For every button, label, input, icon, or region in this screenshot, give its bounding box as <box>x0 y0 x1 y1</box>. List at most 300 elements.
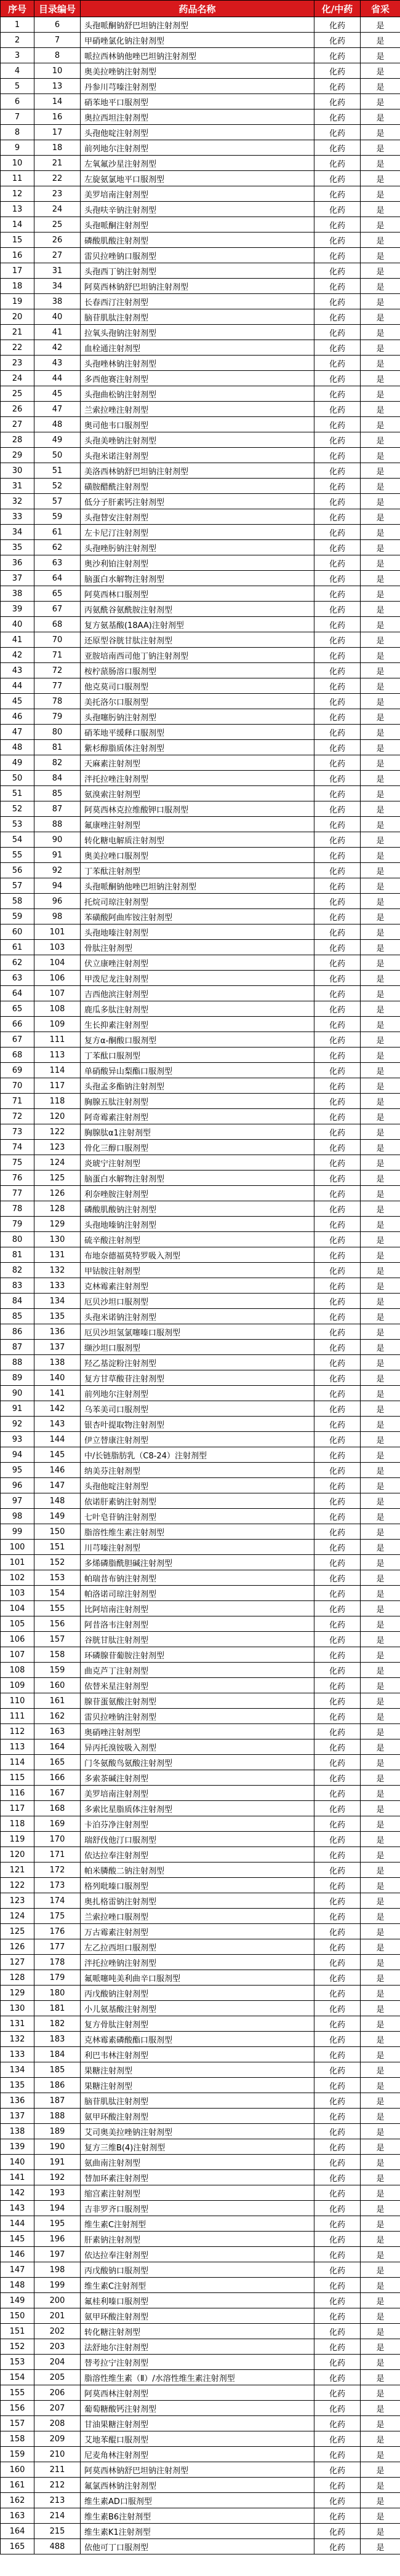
cell-seq: 54 <box>1 832 34 848</box>
cell-catalog-no: 132 <box>34 1263 81 1278</box>
table-row <box>1 602 400 617</box>
cell-seq: 155 <box>1 2385 34 2401</box>
cell-drug-name: 单硝酸异山梨酯口服剂型 <box>81 1063 314 1078</box>
cell-catalog-no: 138 <box>34 1355 81 1370</box>
cell-drug-name: 低分子肝素钙注射剂型 <box>81 494 314 509</box>
cell-provincial: 是 <box>361 2508 400 2524</box>
table-row <box>1 1478 400 1493</box>
cell-seq: 137 <box>1 2109 34 2124</box>
table-row <box>1 955 400 971</box>
cell-catalog-no: 145 <box>34 1447 81 1463</box>
cell-provincial: 是 <box>361 955 400 971</box>
cell-drug-name: 雷贝拉唑钠口服剂型 <box>81 248 314 263</box>
cell-drug-type: 化药 <box>314 2093 361 2109</box>
table-row <box>1 1632 400 1647</box>
cell-drug-type: 化药 <box>314 2232 361 2247</box>
cell-seq: 115 <box>1 1770 34 1786</box>
table-row <box>1 1447 400 1463</box>
cell-provincial: 是 <box>361 863 400 878</box>
cell-drug-name: 左氧氟沙星注射剂型 <box>81 156 314 171</box>
cell-drug-name: 头孢唑林钠注射剂型 <box>81 356 314 371</box>
cell-catalog-no: 21 <box>34 156 81 171</box>
cell-provincial: 是 <box>361 1493 400 1509</box>
cell-seq: 25 <box>1 386 34 402</box>
cell-drug-type: 化药 <box>314 109 361 125</box>
cell-seq: 72 <box>1 1109 34 1124</box>
cell-drug-name: 苯磺酸阿曲库铵注射剂型 <box>81 909 314 924</box>
cell-catalog-no: 140 <box>34 1370 81 1386</box>
cell-catalog-no: 151 <box>34 1540 81 1555</box>
cell-provincial: 是 <box>361 309 400 325</box>
cell-drug-type: 化药 <box>314 2308 361 2324</box>
cell-drug-name: 维生素K1注射剂型 <box>81 2524 314 2539</box>
cell-catalog-no: 215 <box>34 2524 81 2539</box>
cell-drug-type: 化药 <box>314 1340 361 1355</box>
cell-drug-type: 化药 <box>314 2447 361 2462</box>
cell-provincial: 是 <box>361 586 400 602</box>
cell-catalog-no: 178 <box>34 1955 81 1970</box>
cell-catalog-no: 71 <box>34 648 81 663</box>
cell-catalog-no: 184 <box>34 2047 81 2062</box>
cell-provincial: 是 <box>361 171 400 186</box>
cell-drug-name: 维生素C注射剂型 <box>81 2216 314 2232</box>
table-row <box>1 1847 400 1862</box>
cell-provincial: 是 <box>361 894 400 909</box>
cell-catalog-no: 130 <box>34 1232 81 1247</box>
cell-seq: 148 <box>1 2278 34 2293</box>
cell-drug-name: 头孢呋辛钠注射剂型 <box>81 202 314 217</box>
cell-drug-name: 丙戊酸钠注射剂型 <box>81 1986 314 2001</box>
table-row <box>1 371 400 386</box>
cell-catalog-no: 50 <box>34 448 81 463</box>
cell-seq: 35 <box>1 540 34 555</box>
cell-drug-type: 化药 <box>314 2385 361 2401</box>
cell-drug-type: 化药 <box>314 2478 361 2493</box>
cell-drug-name: 紫杉醇脂质体注射剂型 <box>81 740 314 755</box>
cell-catalog-no: 114 <box>34 1063 81 1078</box>
cell-seq: 109 <box>1 1678 34 1693</box>
cell-seq: 116 <box>1 1786 34 1801</box>
cell-seq: 10 <box>1 156 34 171</box>
cell-catalog-no: 161 <box>34 1693 81 1709</box>
cell-seq: 113 <box>1 1739 34 1755</box>
cell-drug-name: 氨甲环酸注射剂型 <box>81 2308 314 2324</box>
cell-drug-type: 化药 <box>314 1739 361 1755</box>
cell-catalog-no: 206 <box>34 2385 81 2401</box>
cell-drug-name: 头孢米诺钠注射剂型 <box>81 1309 314 1324</box>
cell-seq: 62 <box>1 955 34 971</box>
table-row <box>1 1770 400 1786</box>
cell-drug-type: 化药 <box>314 1278 361 1294</box>
cell-catalog-no: 51 <box>34 463 81 479</box>
cell-provincial: 是 <box>361 1770 400 1786</box>
cell-provincial: 是 <box>361 1032 400 1047</box>
cell-drug-name: 乌苯美司口服剂型 <box>81 1401 314 1417</box>
cell-seq: 154 <box>1 2370 34 2385</box>
cell-provincial: 是 <box>361 1970 400 1986</box>
cell-drug-name: 硫辛酸注射剂型 <box>81 1232 314 1247</box>
table-row <box>1 2385 400 2401</box>
cell-catalog-no: 92 <box>34 863 81 878</box>
cell-drug-type: 化药 <box>314 740 361 755</box>
cell-seq: 67 <box>1 1032 34 1047</box>
table-row <box>1 294 400 309</box>
cell-provincial: 是 <box>361 494 400 509</box>
cell-drug-name: 头孢地嗪钠注射剂型 <box>81 1217 314 1232</box>
cell-drug-name: 果糖注射剂型 <box>81 2078 314 2093</box>
cell-catalog-no: 31 <box>34 263 81 279</box>
cell-provincial: 是 <box>361 571 400 586</box>
table-row <box>1 386 400 402</box>
cell-catalog-no: 150 <box>34 1524 81 1540</box>
cell-provincial: 是 <box>361 2493 400 2508</box>
cell-seq: 123 <box>1 1893 34 1909</box>
cell-provincial: 是 <box>361 1124 400 1140</box>
table-row <box>1 940 400 955</box>
cell-catalog-no: 125 <box>34 1171 81 1186</box>
table-row <box>1 1909 400 1924</box>
cell-seq: 47 <box>1 725 34 740</box>
cell-seq: 150 <box>1 2308 34 2324</box>
cell-provincial: 是 <box>361 663 400 678</box>
cell-drug-name: 硝苯地平口服剂型 <box>81 94 314 109</box>
cell-drug-type: 化药 <box>314 356 361 371</box>
cell-drug-name: 纳美芬注射剂型 <box>81 1463 314 1478</box>
cell-seq: 103 <box>1 1586 34 1601</box>
header-catalog-no: 目录编号 <box>34 1 81 17</box>
cell-seq: 83 <box>1 1278 34 1294</box>
cell-seq: 146 <box>1 2247 34 2262</box>
cell-drug-type: 化药 <box>314 924 361 940</box>
cell-catalog-no: 488 <box>34 2539 81 2554</box>
cell-seq: 48 <box>1 740 34 755</box>
cell-catalog-no: 18 <box>34 140 81 156</box>
cell-provincial: 是 <box>361 1693 400 1709</box>
table-row <box>1 617 400 632</box>
cell-provincial: 是 <box>361 694 400 709</box>
cell-drug-name: 替加环素注射剂型 <box>81 2170 314 2185</box>
cell-seq: 33 <box>1 509 34 525</box>
cell-provincial: 是 <box>361 848 400 863</box>
cell-provincial: 是 <box>361 1724 400 1739</box>
cell-catalog-no: 98 <box>34 909 81 924</box>
table-row <box>1 817 400 832</box>
cell-catalog-no: 147 <box>34 1478 81 1493</box>
cell-drug-name: 甲钴胺注射剂型 <box>81 1263 314 1278</box>
cell-catalog-no: 84 <box>34 771 81 786</box>
cell-seq: 130 <box>1 2001 34 2016</box>
cell-catalog-no: 122 <box>34 1124 81 1140</box>
cell-drug-name: 磷酸肌酸注射剂型 <box>81 233 314 248</box>
cell-provincial: 是 <box>361 2539 400 2554</box>
table-row <box>1 771 400 786</box>
table-row <box>1 525 400 540</box>
table-row <box>1 1586 400 1601</box>
cell-drug-type: 化药 <box>314 94 361 109</box>
table-row <box>1 2093 400 2109</box>
table-row <box>1 586 400 602</box>
cell-drug-name: 利巴韦林注射剂型 <box>81 2047 314 2062</box>
cell-drug-type: 化药 <box>314 1432 361 1447</box>
cell-seq: 133 <box>1 2047 34 2062</box>
cell-catalog-no: 128 <box>34 1201 81 1217</box>
cell-provincial: 是 <box>361 2155 400 2170</box>
cell-provincial: 是 <box>361 1247 400 1263</box>
cell-catalog-no: 82 <box>34 755 81 771</box>
cell-catalog-no: 22 <box>34 171 81 186</box>
cell-provincial: 是 <box>361 263 400 279</box>
table-row <box>1 1801 400 1816</box>
cell-seq: 92 <box>1 1417 34 1432</box>
table-row <box>1 1555 400 1570</box>
table-row <box>1 1724 400 1739</box>
cell-provincial: 是 <box>361 186 400 202</box>
cell-seq: 95 <box>1 1463 34 1478</box>
cell-drug-name: 头孢孟多酯钠注射剂型 <box>81 1078 314 1094</box>
cell-seq: 59 <box>1 909 34 924</box>
cell-catalog-no: 88 <box>34 817 81 832</box>
cell-catalog-no: 156 <box>34 1616 81 1632</box>
table-row <box>1 1278 400 1294</box>
table-row <box>1 2355 400 2370</box>
cell-provincial: 是 <box>361 1140 400 1155</box>
table-row <box>1 2370 400 2385</box>
cell-provincial: 是 <box>361 1601 400 1616</box>
cell-seq: 97 <box>1 1493 34 1509</box>
table-row <box>1 1032 400 1047</box>
cell-catalog-no: 180 <box>34 1986 81 2001</box>
cell-catalog-no: 195 <box>34 2216 81 2232</box>
cell-drug-type: 化药 <box>314 279 361 294</box>
cell-seq: 7 <box>1 109 34 125</box>
cell-seq: 96 <box>1 1478 34 1493</box>
cell-drug-type: 化药 <box>314 1047 361 1063</box>
cell-seq: 151 <box>1 2324 34 2339</box>
cell-catalog-no: 164 <box>34 1739 81 1755</box>
cell-drug-name: 头孢唑肟钠注射剂型 <box>81 540 314 555</box>
cell-drug-type: 化药 <box>314 463 361 479</box>
cell-catalog-no: 197 <box>34 2247 81 2262</box>
cell-seq: 41 <box>1 632 34 648</box>
cell-catalog-no: 52 <box>34 479 81 494</box>
cell-provincial: 是 <box>361 2524 400 2539</box>
table-row <box>1 2324 400 2339</box>
cell-seq: 87 <box>1 1340 34 1355</box>
cell-drug-name: 阿昔洛韦注射剂型 <box>81 1616 314 1632</box>
table-row <box>1 663 400 678</box>
cell-drug-name: 吉非罗齐口服剂型 <box>81 2201 314 2216</box>
cell-provincial: 是 <box>361 1263 400 1278</box>
cell-drug-type: 化药 <box>314 294 361 309</box>
cell-seq: 163 <box>1 2508 34 2524</box>
cell-drug-name: 氟康唑注射剂型 <box>81 817 314 832</box>
cell-seq: 142 <box>1 2185 34 2201</box>
table-row <box>1 1570 400 1586</box>
cell-seq: 99 <box>1 1524 34 1540</box>
table-row <box>1 2262 400 2278</box>
cell-catalog-no: 181 <box>34 2001 81 2016</box>
cell-drug-type: 化药 <box>314 2431 361 2447</box>
cell-seq: 138 <box>1 2124 34 2139</box>
cell-drug-type: 化药 <box>314 2078 361 2093</box>
cell-drug-type: 化药 <box>314 2493 361 2508</box>
cell-drug-type: 化药 <box>314 1447 361 1463</box>
cell-drug-name: 阿奇霉素注射剂型 <box>81 1109 314 1124</box>
table-row <box>1 1124 400 1140</box>
table-header <box>1 1 400 17</box>
cell-drug-type: 化药 <box>314 694 361 709</box>
cell-drug-name: 帕瑞昔布钠注射剂型 <box>81 1570 314 1586</box>
cell-drug-type: 化药 <box>314 325 361 340</box>
cell-drug-name: 骨肽注射剂型 <box>81 940 314 955</box>
cell-provincial: 是 <box>361 971 400 986</box>
cell-seq: 28 <box>1 432 34 448</box>
cell-drug-name: 艾地苯醌口服剂型 <box>81 2431 314 2447</box>
cell-provincial: 是 <box>361 2047 400 2062</box>
table-row <box>1 2447 400 2462</box>
cell-drug-name: 环磷腺苷葡胺注射剂型 <box>81 1647 314 1663</box>
cell-drug-name: 克林霉素注射剂型 <box>81 1278 314 1294</box>
cell-provincial: 是 <box>361 2078 400 2093</box>
cell-seq: 131 <box>1 2016 34 2032</box>
cell-drug-type: 化药 <box>314 1186 361 1201</box>
cell-seq: 32 <box>1 494 34 509</box>
table-body <box>1 17 400 2554</box>
cell-seq: 117 <box>1 1801 34 1816</box>
cell-catalog-no: 214 <box>34 2508 81 2524</box>
table-row <box>1 2431 400 2447</box>
cell-drug-name: 丙氨酰谷氨酰胺注射剂型 <box>81 602 314 617</box>
cell-catalog-no: 7 <box>34 33 81 48</box>
cell-drug-name: 桉柠蒎肠溶口服剂型 <box>81 663 314 678</box>
cell-provincial: 是 <box>361 1217 400 1232</box>
cell-seq: 105 <box>1 1616 34 1632</box>
cell-drug-type: 化药 <box>314 17 361 33</box>
cell-drug-type: 化药 <box>314 1263 361 1278</box>
cell-drug-type: 化药 <box>314 1140 361 1155</box>
cell-drug-type: 化药 <box>314 202 361 217</box>
cell-seq: 124 <box>1 1909 34 1924</box>
cell-drug-name: 多西他赛注射剂型 <box>81 371 314 386</box>
cell-drug-type: 化药 <box>314 217 361 233</box>
cell-provincial: 是 <box>361 509 400 525</box>
cell-drug-name: 葡萄糖酸钙注射剂型 <box>81 2401 314 2416</box>
cell-drug-name: 亚胺培南西司他丁钠注射剂型 <box>81 648 314 663</box>
cell-drug-type: 化药 <box>314 1586 361 1601</box>
cell-catalog-no: 170 <box>34 1832 81 1847</box>
table-row <box>1 1540 400 1555</box>
table-row <box>1 2016 400 2032</box>
table-row <box>1 1140 400 1155</box>
header-seq: 序号 <box>1 1 34 17</box>
cell-catalog-no: 188 <box>34 2109 81 2124</box>
cell-provincial: 是 <box>361 1924 400 1939</box>
cell-seq: 119 <box>1 1832 34 1847</box>
table-row <box>1 848 400 863</box>
cell-catalog-no: 117 <box>34 1078 81 1094</box>
cell-drug-name: 替考拉宁注射剂型 <box>81 2355 314 2370</box>
cell-drug-type: 化药 <box>314 648 361 663</box>
cell-catalog-no: 41 <box>34 325 81 340</box>
cell-drug-type: 化药 <box>314 48 361 63</box>
table-row <box>1 494 400 509</box>
cell-provincial: 是 <box>361 1570 400 1586</box>
cell-seq: 21 <box>1 325 34 340</box>
cell-drug-type: 化药 <box>314 2539 361 2554</box>
table-row <box>1 740 400 755</box>
cell-provincial: 是 <box>361 1586 400 1601</box>
table-row <box>1 909 400 924</box>
cell-drug-type: 化药 <box>314 156 361 171</box>
cell-drug-name: 依他可丁口服剂型 <box>81 2539 314 2554</box>
cell-catalog-no: 191 <box>34 2155 81 2170</box>
cell-catalog-no: 198 <box>34 2262 81 2278</box>
cell-provincial: 是 <box>361 617 400 632</box>
cell-seq: 101 <box>1 1555 34 1570</box>
cell-drug-type: 化药 <box>314 1755 361 1770</box>
cell-provincial: 是 <box>361 1001 400 1017</box>
cell-provincial: 是 <box>361 1278 400 1294</box>
cell-provincial: 是 <box>361 1171 400 1186</box>
cell-seq: 34 <box>1 525 34 540</box>
cell-drug-name: 比阿培南注射剂型 <box>81 1601 314 1616</box>
cell-drug-type: 化药 <box>314 2201 361 2216</box>
table-row <box>1 2047 400 2062</box>
cell-drug-name: 维生素C注射剂型 <box>81 2278 314 2293</box>
cell-drug-type: 化药 <box>314 617 361 632</box>
cell-catalog-no: 79 <box>34 709 81 725</box>
cell-seq: 152 <box>1 2339 34 2355</box>
cell-provincial: 是 <box>361 1663 400 1678</box>
cell-drug-type: 化药 <box>314 1832 361 1847</box>
cell-seq: 13 <box>1 202 34 217</box>
cell-seq: 134 <box>1 2062 34 2078</box>
table-row <box>1 894 400 909</box>
header-row <box>1 1 400 17</box>
cell-provincial: 是 <box>361 2201 400 2216</box>
cell-drug-name: 氨甲环酸注射剂型 <box>81 2109 314 2124</box>
cell-provincial: 是 <box>361 94 400 109</box>
cell-drug-name: 托烷司琼注射剂型 <box>81 894 314 909</box>
cell-catalog-no: 208 <box>34 2416 81 2431</box>
cell-drug-name: 头孢替安注射剂型 <box>81 509 314 525</box>
table-row <box>1 632 400 648</box>
cell-drug-type: 化药 <box>314 2293 361 2308</box>
cell-drug-type: 化药 <box>314 448 361 463</box>
table-row <box>1 463 400 479</box>
cell-catalog-no: 63 <box>34 555 81 571</box>
cell-drug-type: 化药 <box>314 2001 361 2016</box>
cell-catalog-no: 210 <box>34 2447 81 2462</box>
cell-drug-name: 前列地尔注射剂型 <box>81 1386 314 1401</box>
cell-provincial: 是 <box>361 356 400 371</box>
cell-seq: 139 <box>1 2139 34 2155</box>
cell-provincial: 是 <box>361 740 400 755</box>
cell-catalog-no: 136 <box>34 1324 81 1340</box>
cell-drug-name: 依诺肝素钠注射剂型 <box>81 1493 314 1509</box>
cell-drug-type: 化药 <box>314 955 361 971</box>
cell-drug-type: 化药 <box>314 1555 361 1570</box>
cell-seq: 82 <box>1 1263 34 1278</box>
cell-drug-type: 化药 <box>314 2462 361 2478</box>
cell-catalog-no: 72 <box>34 663 81 678</box>
cell-seq: 136 <box>1 2093 34 2109</box>
cell-provincial: 是 <box>361 525 400 540</box>
cell-seq: 46 <box>1 709 34 725</box>
table-row <box>1 540 400 555</box>
cell-drug-name: 缬沙坦口服剂型 <box>81 1340 314 1355</box>
cell-drug-name: 泮托拉唑注射剂型 <box>81 771 314 786</box>
